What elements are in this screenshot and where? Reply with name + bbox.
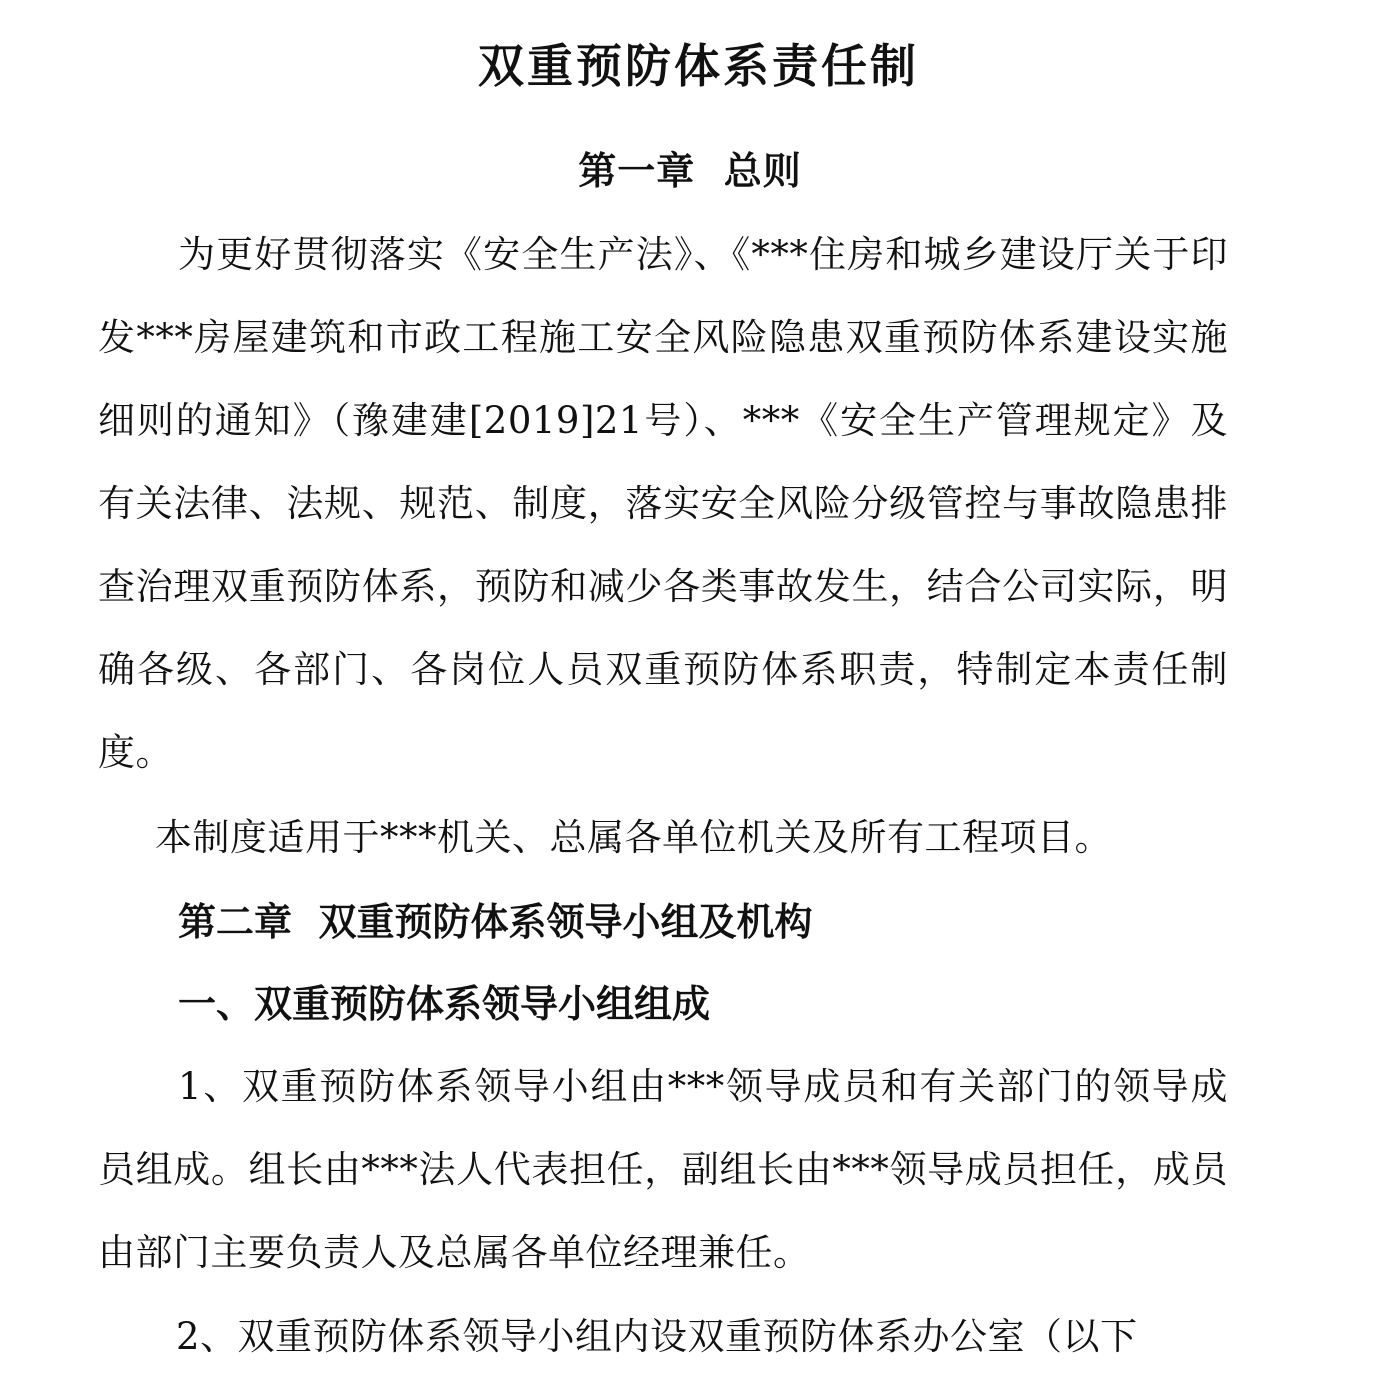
item-1-paragraph: 1、双重预防体系领导小组由***领导成员和有关部门的领导成员组成。组长由***法人代表担任，副组长由***领导成员担任，成员由部门主要负责人及总属各单位经理兼任。 [98,1065,1228,1274]
section-1-heading: 一、双重预防体系领导小组组成 [178,981,711,1026]
chapter-2-heading: 第二章 双重预防体系领导小组及机构 [178,899,813,944]
item-2-paragraph: 2、双重预防体系领导小组内设双重预防体系办公室（以下 [176,1315,1138,1358]
purpose-paragraph: 为更好贯彻落实《安全生产法》、《***住房和城乡建设厅关于印发***房屋建筑和市政工程施工安全风险隐患双重预防体系建设实施细则的通知》（豫建建[2019]21号）、***《安全生产管理规定》及有关法律、法规、规范、制度，落实安全风险分级管控与事故隐患排查治理双重预防体系，预防和减少各类事故发生，结合公司实际，明确各级、各部门、各岗位人员双重预防体系职责，特制定本责任制度。 [98,233,1228,774]
chapter-1-heading: 第一章 总则 [578,148,802,193]
scope-paragraph: 本制度适用于***机关、总属各单位机关及所有工程项目。 [155,816,1112,859]
document-title: 双重预防体系责任制 [478,39,919,93]
